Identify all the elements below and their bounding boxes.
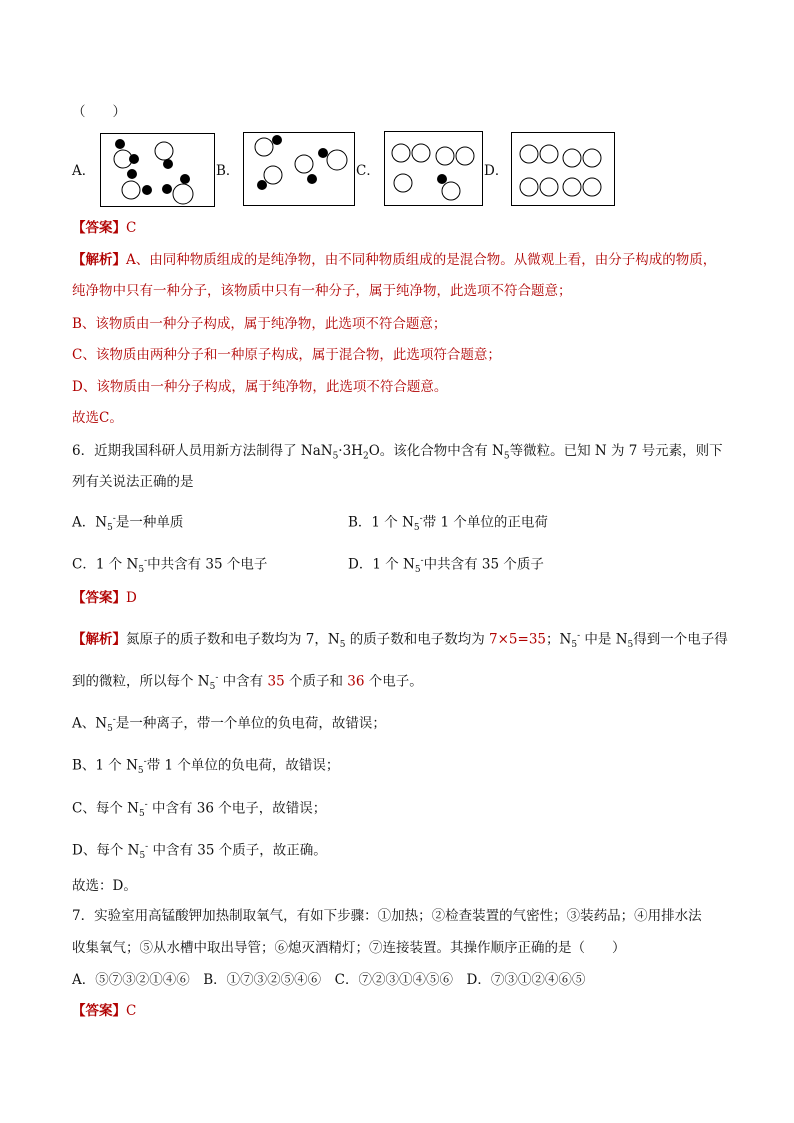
- answer-tag: 【答案】: [72, 1003, 126, 1019]
- q5-option-d-label: D．: [484, 163, 509, 179]
- q5-diagram-c: [384, 131, 483, 206]
- q6-answer: [72, 588, 137, 608]
- particle-diagram-c: [385, 132, 482, 205]
- q5-analysis-line1: 【解析】A、由同种物质组成的是纯净物，由不同种物质组成的是混合物。从微观上看，由分子构成的物质，: [72, 252, 717, 268]
- q5-option-b-label: B．: [216, 163, 240, 179]
- q5-conclusion: 故选C。: [72, 410, 123, 426]
- q7-answer: [72, 1001, 136, 1021]
- answer-tag: 【答案】: [72, 220, 126, 236]
- analysis-tag: 【解析】: [72, 631, 126, 648]
- particle-diagram-a: [101, 134, 214, 206]
- q7-stem-line1: 7．实验室用高锰酸钾加热制取氧气，有如下步骤：①加热；②检查装置的气密性；③装药品；④用排水法: [72, 908, 702, 924]
- q6-option-c: C．1 个 $N_5^-$中共含有 35 个电子: [72, 556, 268, 576]
- q6-analysis-d: D、每个 $N_5^-$ 中含有 35 个质子，故正确。: [72, 842, 327, 862]
- q5-option-c-label: C．: [356, 163, 380, 179]
- q6-stem-line2: 列有关说法正确的是: [72, 474, 194, 490]
- q6-option-d: D．1 个 $N_5^-$中共含有 35 个质子: [348, 556, 544, 576]
- q6-analysis-b: B、1 个 $N_5^-$带 1 个单位的负电荷，故错误；: [72, 757, 340, 777]
- answer-tag: 【答案】: [72, 590, 126, 606]
- answer-value: C: [126, 1003, 137, 1019]
- q5-analysis-line2: 纯净物中只有一种分子，该物质中只有一种分子，属于纯净物，此选项不符合题意；: [72, 283, 572, 299]
- q6-stem-line1: 6．近期我国科研人员用新方法制得了 $NaN_5\cdot 3H_2O$。该化合物中含有 $N_5$等微粒。已知 N 为 7 号元素，则下: [72, 443, 723, 462]
- particle-diagram-b: [244, 133, 354, 205]
- analysis-tag: 【解析】: [72, 252, 126, 268]
- q5-paren: （ ）: [72, 104, 126, 120]
- q5-analysis-c: C、该物质由两种分子和一种原子构成，属于混合物，此选项符合题意；: [72, 347, 501, 363]
- q7-stem-line2: 收集氧气；⑤从水槽中取出导管；⑥熄灭酒精灯；⑦连接装置。其操作顺序正确的是（ ）: [72, 940, 626, 956]
- q5-analysis-b: B、该物质由一种分子构成，属于纯净物，此选项不符合题意；: [72, 316, 447, 332]
- q6-analysis-c: C、每个 $N_5^-$ 中含有 36 个电子，故错误；: [72, 800, 327, 820]
- q6-analysis-a: A、$N_5^-$是一种离子，带一个单位的负电荷，故错误；: [72, 715, 386, 735]
- q6-analysis-line1: 【解析】氮原子的质子数和电子数均为 7，$N_5$ 的质子数和电子数均为 7×5=35；$N_5^-$ 中是 $N_5$得到一个电子得: [72, 631, 728, 651]
- q5-diagram-a: [100, 133, 215, 207]
- q5-diagram-b: [243, 132, 355, 206]
- q5-analysis-d: D、该物质由一种分子构成，属于纯净物，此选项不符合题意。: [72, 379, 448, 395]
- answer-value: D: [126, 590, 137, 606]
- q6-option-b: B．1 个 $N_5^-$带 1 个单位的正电荷: [348, 514, 548, 534]
- q5-diagram-d: [511, 132, 615, 206]
- q6-option-a: A．$N_5^-$是一种单质: [72, 514, 184, 534]
- q7-options: A．⑤⑦③②①④⑥ B．①⑦③②⑤④⑥ C．⑦②③①④⑤⑥ D．⑦③①②④⑥⑤: [72, 972, 586, 988]
- q6-conclusion: 故选：D。: [72, 878, 137, 894]
- answer-value: C: [126, 220, 137, 236]
- q5-answer: [72, 218, 136, 238]
- particle-diagram-d: [512, 133, 614, 205]
- q5-option-a-label: A．: [72, 163, 96, 179]
- q6-analysis-line2: 到的微粒，所以每个 $N_5^-$ 中含有 35 个质子和 36 个电子。: [72, 673, 423, 693]
